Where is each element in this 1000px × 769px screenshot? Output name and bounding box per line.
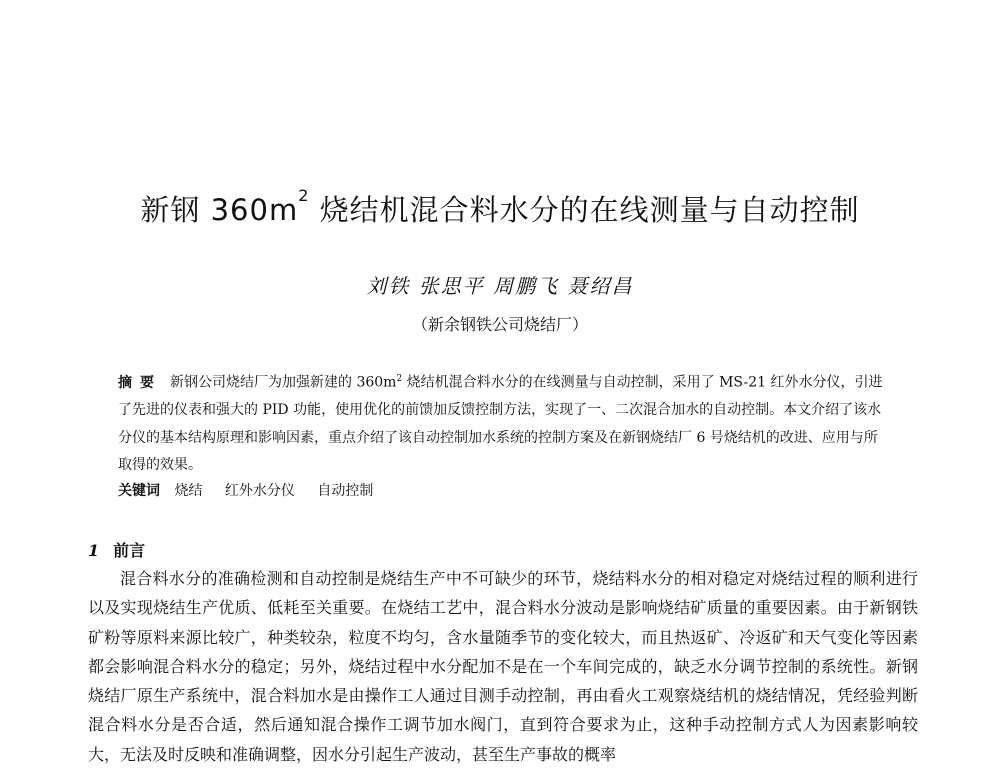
keyword: 烧结 (174, 483, 203, 499)
abstract-superscript: 2 (396, 374, 403, 384)
body-paragraph: 混合料水分的准确检测和自动控制是烧结生产中不可缺少的环节，烧结料水分的相对稳定对烧结过程的顺利进行以及实现烧结生产优质、低耗至关重要。在烧结工艺中，混合料水分波动是影响烧结矿质量的重要因素。由于新钢铁矿粉等原料来源比较广，种类较杂，粒度不均匀，含水量随季节的变化较大，而且热返矿、冷返矿和天气变化等因素都会影响混合料水分的稳定；另外，烧结过程中水分配加不是在一个车间完成的，缺乏水分调节控制的系统性。新钢烧结厂原生产系统中，混合料加水是由操作工人通过目测手动控制，再由看火工观察烧结机的烧结情况，凭经验判断混合料水分是否合适，然后通知混合操作工调节加水阀门，直到符合要求为止，这种手动控制方式人为因素影响较大，无法及时反映和准确调整，因水分引起生产波动，甚至生产事故的概率 (88, 569, 918, 764)
abstract (118, 366, 888, 480)
abstract-text-b: 烧结机混合料水分的在线测量与自动控制，采用了 MS-21 红外水分仪，引进了先进的仪表和强大的 PID 功能，使用优化的前馈加反馈控制方法，实现了一、二次混合加水的自动控制。本文介绍了该水分仪的基本结构原理和影响因素，重点介绍了该自动控制加水系统的控制方案及在新钢烧结厂 6 号烧结机的改进、应用与所取得的效果。 (118, 374, 883, 474)
affiliation: （新余钢铁公司烧结厂） (411, 315, 588, 334)
abstract-label: 摘要 (118, 374, 162, 391)
paper-title (0, 188, 1000, 229)
section-heading (88, 538, 145, 561)
keyword: 红外水分仪 (224, 483, 295, 499)
authors: 刘铁 张思平 周鹏飞 聂绍昌 (366, 274, 634, 298)
section-number: 1 (88, 541, 100, 560)
abstract-text-a: 新钢公司烧结厂为加强新建的 360m (170, 374, 397, 391)
keywords (118, 480, 888, 500)
keyword: 自动控制 (317, 483, 374, 499)
title-text-a: 新钢 360m (140, 193, 299, 227)
title-superscript: 2 (298, 186, 310, 205)
section-title: 前言 (113, 541, 146, 560)
keywords-label: 关键词 (118, 483, 160, 499)
title-text-b: 烧结机混合料水分的在线测量与自动控制 (309, 193, 860, 227)
